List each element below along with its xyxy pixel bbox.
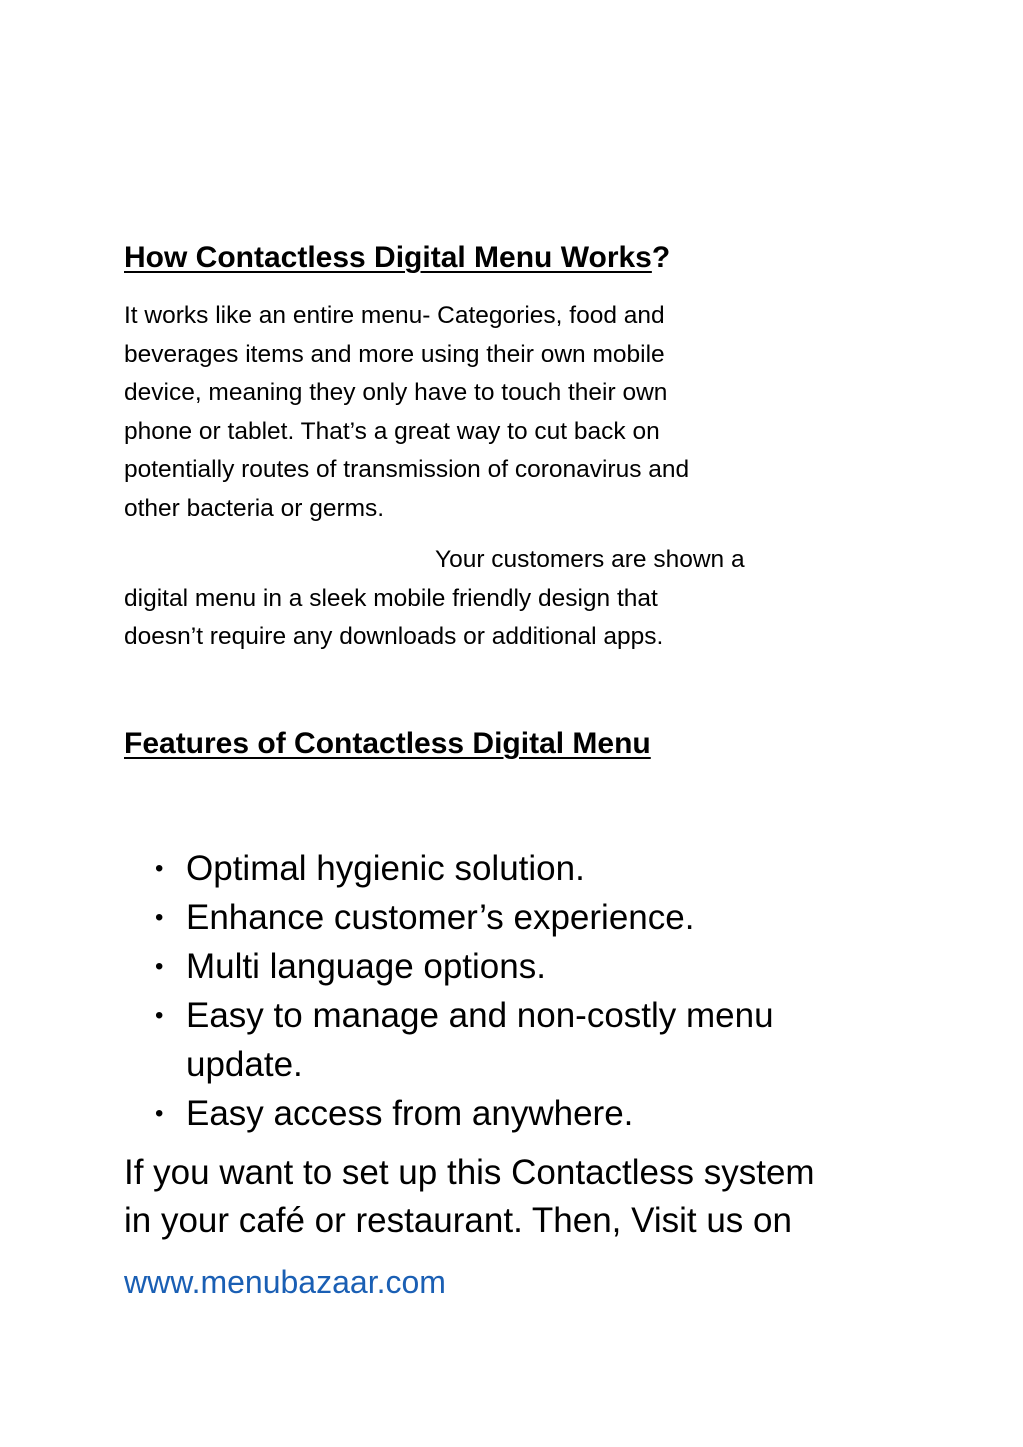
paragraph-line: potentially routes of transmission of coronavirus and bbox=[124, 456, 690, 483]
paragraph-line: device, meaning they only have to touch their own bbox=[124, 379, 668, 406]
feature-text-continuation: update. bbox=[186, 1045, 303, 1084]
bullet-icon: • bbox=[155, 1100, 164, 1127]
paragraph-line: Your customers are shown a bbox=[435, 546, 745, 573]
website-link[interactable]: www.menubazaar.com bbox=[124, 1264, 446, 1300]
bullet-icon: • bbox=[155, 904, 164, 931]
bullet-icon: • bbox=[155, 1002, 164, 1029]
cta-line: If you want to set up this Contactless system bbox=[124, 1153, 815, 1192]
feature-text: Easy to manage and non-costly menu bbox=[186, 996, 774, 1035]
paragraph-customers bbox=[124, 541, 864, 657]
heading-how-it-works-text: How Contactless Digital Menu Works bbox=[124, 241, 652, 274]
bullet-icon: • bbox=[155, 855, 164, 882]
paragraph-line: digital menu in a sleek mobile friendly design that bbox=[124, 584, 658, 612]
list-item bbox=[155, 893, 774, 942]
paragraph-line: phone or tablet. That’s a great way to cut back on bbox=[124, 417, 660, 445]
paragraph-line: other bacteria or germs. bbox=[124, 494, 385, 522]
feature-text: Enhance customer’s experience. bbox=[186, 898, 695, 937]
feature-text: Multi language options. bbox=[186, 947, 546, 986]
features-list bbox=[155, 844, 774, 1138]
bullet-icon: • bbox=[155, 953, 164, 980]
paragraph-line: It works like an entire menu- Categories, food and bbox=[124, 302, 665, 329]
list-item bbox=[155, 942, 774, 991]
call-to-action bbox=[124, 1149, 815, 1245]
paragraph-line: beverages items and more using their own mobile bbox=[124, 340, 665, 368]
paragraph-how-it-works bbox=[124, 297, 864, 528]
cta-line: in your café or restaurant. Then, Visit us on bbox=[124, 1201, 792, 1240]
heading-how-it-works-suffix: ? bbox=[651, 241, 671, 274]
paragraph-line: doesn’t require any downloads or additional apps. bbox=[124, 623, 664, 650]
list-item bbox=[155, 844, 774, 893]
heading-features: Features of Contactless Digital Menu bbox=[124, 727, 651, 760]
feature-text: Easy access from anywhere. bbox=[186, 1094, 634, 1133]
list-item bbox=[155, 991, 774, 1089]
feature-text: Optimal hygienic solution. bbox=[186, 849, 585, 888]
list-item bbox=[155, 1089, 774, 1138]
heading-how-it-works bbox=[124, 238, 670, 278]
